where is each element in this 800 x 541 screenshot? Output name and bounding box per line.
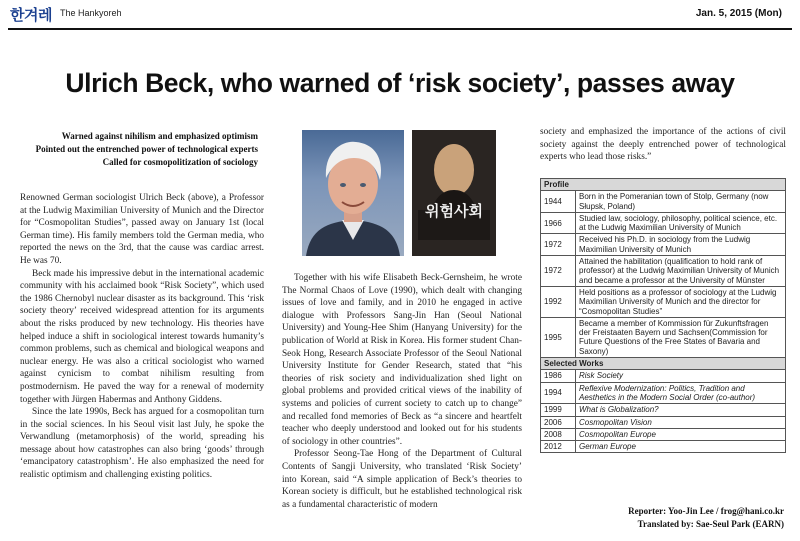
paragraph: Professor Seong-Tae Hong of the Department of Cultural Contents of Sangji University, who translated ‘Risk Society’ into Korean, said “A simple application of Beck’s theories to Korean society is difficult, but he established technological risk as a fundamental characteristic of modern — [282, 449, 522, 510]
table-row — [541, 234, 786, 256]
masthead — [10, 4, 790, 28]
work-title: Risk Society — [576, 370, 786, 382]
subhead: Warned against nihilism and emphasized optimism — [61, 131, 258, 141]
event: Became a member of Kommission für Zukunftsfragen der Freistaaten Bayern und Sachsen(Commission for Future Questions of the Free States of Bavaria and Saxony) — [576, 317, 786, 357]
table-row — [541, 441, 786, 453]
headline: Ulrich Beck, who warned of ‘risk society’, passes away — [65, 68, 735, 98]
work-title: Cosmopolitan Vision — [576, 416, 786, 428]
work-title: Cosmopolitan Europe — [576, 428, 786, 440]
newspaper-name: The Hankyoreh — [60, 8, 122, 18]
subhead: Called for cosmopolitization of sociology — [102, 157, 258, 167]
profile-heading: Profile — [541, 179, 786, 191]
table-row — [541, 370, 786, 382]
table-row — [541, 212, 786, 234]
year: 2006 — [541, 416, 576, 428]
works-heading: Selected Works — [541, 358, 786, 370]
article-column-1 — [20, 192, 264, 482]
event: Attained the habilitation (qualification to hold rank of professor) at the Ludwig Maximilian University of Munich and became a professor at the University of Münster — [576, 256, 786, 287]
work-title: German Europe — [576, 441, 786, 453]
year: 1986 — [541, 370, 576, 382]
event: Studied law, sociology, philosophy, political science, etc. at the Ludwig Maximilian University of Munich — [576, 212, 786, 234]
ulrich-beck-photo — [302, 130, 404, 256]
event: Received his Ph.D. in sociology from the Ludwig Maximilian University of Munich — [576, 234, 786, 256]
event: Held positions as a professor of sociology at the Ludwig Maximilian University of Munich and the director for “Cosmopolitan Studies” — [576, 286, 786, 317]
year: 1972 — [541, 234, 576, 256]
paragraph: Renowned German sociologist Ulrich Beck (above), a Professor at the Ludwig Maximilian University of Munich and the Director for “Cosmopolitan Studies”, passed away on January 1st (local German time). His family members told the German media, who reported the news on the 3rd, that the cause was cardiac arrest. He was 70. — [20, 193, 264, 266]
profile-heading-row — [541, 179, 786, 191]
table-row — [541, 286, 786, 317]
paragraph: Beck made his impressive debut in the international academic community with his acclaimed book “Risk Society”, which used the 1986 Chernobyl nuclear disaster as its background. This ‘risk society theory’ received widespread attention for its arguments about the risks produced by new technology. His theories have helped induce a shift in sociological interest towards humanity’s common problems, such as chemical and biological weapons and nuclear energy. He was also a critical sociologist who warned against cynicism to combat nihilism resulting from postmodernism. He paved the way for a renewal of modernity together with Jürgen Habermas and Anthony Giddens. — [20, 268, 264, 405]
year: 1994 — [541, 382, 576, 404]
book-cover-title: 위험사회 — [425, 202, 483, 220]
year: 2008 — [541, 428, 576, 440]
risk-society-book-cover — [412, 130, 496, 256]
translator-credit: Translated by: Sae-Seul Park (EARN) — [637, 519, 784, 529]
article-column-2 — [282, 272, 522, 511]
table-row — [541, 428, 786, 440]
year: 1995 — [541, 317, 576, 357]
subhead: Pointed out the entrenched power of technological experts — [35, 144, 258, 154]
year: 2012 — [541, 441, 576, 453]
table-row — [541, 404, 786, 416]
year: 1992 — [541, 286, 576, 317]
subheads — [20, 130, 258, 169]
table-row — [541, 382, 786, 404]
table-row — [541, 256, 786, 287]
year: 1966 — [541, 212, 576, 234]
top-rule — [8, 28, 792, 30]
book-cover-illustration — [412, 130, 496, 256]
article-column-3 — [540, 126, 786, 164]
table-row — [541, 191, 786, 213]
reporter-credit: Reporter: Yoo-Jin Lee / frog@hani.co.kr — [628, 506, 784, 516]
issue-date: Jan. 5, 2015 (Mon) — [695, 8, 782, 19]
newspaper-logo: 한겨레 — [10, 6, 52, 24]
paragraph: society and emphasized the importance of the actions of civil society against the deeply entrenched power of technological experts who lead those risks.” — [540, 127, 786, 163]
work-title: Reflexive Modernization: Politics, Tradition and Aesthetics in the Modern Social Order (co-author) — [576, 382, 786, 404]
event: Born in the Pomeranian town of Stolp, Germany (now Słupsk, Poland) — [576, 191, 786, 213]
year: 1999 — [541, 404, 576, 416]
table-row — [541, 416, 786, 428]
profile-table — [540, 178, 786, 453]
table-row — [541, 317, 786, 357]
paragraph: Together with his wife Elisabeth Beck-Gernsheim, he wrote The Normal Chaos of Love (1990), which dealt with changing issues of love and family, and in 2010 he engaged in active dialogue with Professors Sang-Jin Han (Seoul National University) and Young-Hee Shim (Hanyang University) for the publication of World at Risk in Korea. His former student Chan-Seok Hong, Research Associate Professor of the Seoul National University Institute for Gender Research, stated that “his theories of risk society and individualization shed light on global problems and provided critical views of the inability of systems and policies of current society to catch up to change” and recalled fond memories of Beck as “a sincere and heartfelt teacher who deeply understood and looked out for his students of sociology in other countries”. — [282, 273, 522, 447]
portrait-illustration — [302, 130, 404, 256]
year: 1972 — [541, 256, 576, 287]
works-heading-row — [541, 358, 786, 370]
credits — [628, 505, 784, 531]
work-title: What is Globalization? — [576, 404, 786, 416]
year: 1944 — [541, 191, 576, 213]
paragraph: Since the late 1990s, Beck has argued for a cosmopolitan turn in the social sciences. In his Seoul visit last July, he spoke the Verwandlung (metamorphosis) of the world, spreading his message about how catastrophes can also bring ‘goods’ through ‘emancipatory catastrophism’. He also emphasized the need for realistic optimism and challenging existing politics. — [20, 407, 264, 481]
